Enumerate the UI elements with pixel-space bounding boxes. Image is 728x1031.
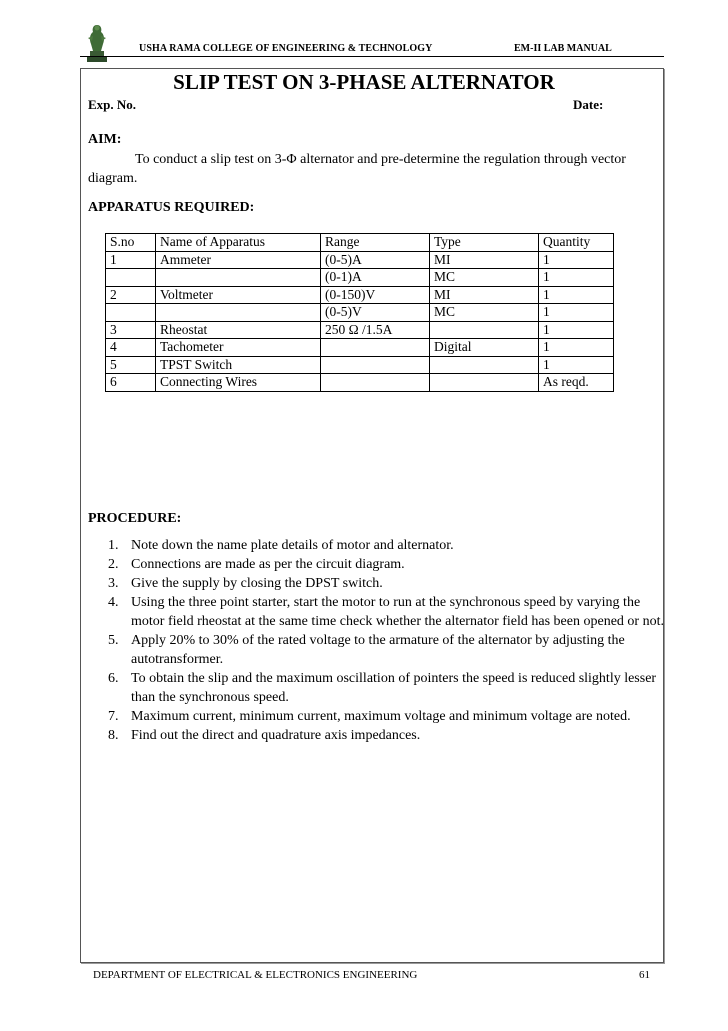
step-number: 6. [108, 671, 119, 686]
table-cell: MC [430, 304, 539, 322]
aim-text: To conduct a slip test on 3-Φ alternator and pre-determine the regulation through vector diagram. [88, 152, 626, 186]
column-header: Range [321, 234, 430, 252]
exp-no-label: Exp. No. [88, 97, 137, 112]
step-text: Note down the name plate details of motor and alternator. [131, 538, 454, 553]
step-number: 7. [108, 709, 119, 724]
table-cell: 1 [539, 304, 614, 322]
list-item [108, 631, 668, 669]
header-college-name: USHA RAMA COLLEGE OF ENGINEERING & TECHNOLOGY [139, 43, 433, 54]
footer-department: DEPARTMENT OF ELECTRICAL & ELECTRONICS ENGINEERING [93, 969, 418, 981]
table-cell: As reqd. [539, 374, 614, 392]
step-number: 3. [108, 576, 119, 591]
table-cell: 2 [106, 286, 156, 304]
date-label: Date: [573, 97, 604, 112]
step-text: Apply 20% to 30% of the rated voltage to the armature of the alternator by adjusting the autotransformer. [131, 633, 625, 667]
header-rule [80, 56, 664, 57]
list-item [108, 555, 668, 574]
step-number: 1. [108, 538, 119, 553]
table-cell: MI [430, 251, 539, 269]
college-logo-icon [84, 22, 110, 64]
step-number: 4. [108, 595, 119, 610]
table-cell: 4 [106, 339, 156, 357]
column-header: Name of Apparatus [156, 234, 321, 252]
table-cell: MI [430, 286, 539, 304]
step-number: 8. [108, 728, 119, 743]
step-number: 5. [108, 633, 119, 648]
step-text: Using the three point starter, start the motor to run at the synchronous speed by varying the motor field rheostat at the same time check whether the alternator field has been opened or not. [131, 595, 664, 629]
apparatus-heading: APPARATUS REQUIRED: [88, 200, 255, 215]
table-cell: 1 [106, 251, 156, 269]
table-cell [106, 269, 156, 287]
step-text: To obtain the slip and the maximum oscillation of pointers the speed is reduced slightly lesser than the synchronous speed. [131, 671, 657, 705]
table-cell: Digital [430, 339, 539, 357]
table-cell: 1 [539, 251, 614, 269]
table-cell: Connecting Wires [156, 374, 321, 392]
column-header: S.no [106, 234, 156, 252]
table-cell: 250 Ω /1.5A [321, 321, 430, 339]
table-cell: TPST Switch [156, 356, 321, 374]
table-cell [156, 304, 321, 322]
table-cell [321, 339, 430, 357]
table-cell: 1 [539, 269, 614, 287]
list-item [108, 707, 668, 726]
list-item [108, 574, 668, 593]
table-cell: 1 [539, 339, 614, 357]
table-row [106, 304, 614, 322]
table-cell: Ammeter [156, 251, 321, 269]
table-cell: 1 [539, 321, 614, 339]
table-cell: Rheostat [156, 321, 321, 339]
table-cell: (0-150)V [321, 286, 430, 304]
list-item [108, 726, 668, 745]
aim-heading: AIM: [88, 132, 122, 147]
table-row [106, 321, 614, 339]
step-text: Find out the direct and quadrature axis impedances. [131, 728, 421, 743]
table-row [106, 356, 614, 374]
table-cell: (0-5)V [321, 304, 430, 322]
table-cell: 5 [106, 356, 156, 374]
header-manual-name: EM-II LAB MANUAL [514, 43, 612, 54]
table-row [106, 374, 614, 392]
step-text: Maximum current, minimum current, maximum voltage and minimum voltage are noted. [131, 709, 631, 724]
list-item [108, 536, 668, 555]
table-cell: 1 [539, 286, 614, 304]
table-cell [106, 304, 156, 322]
apparatus-table [105, 233, 614, 392]
table-cell [430, 374, 539, 392]
table-cell: Tachometer [156, 339, 321, 357]
table-cell: (0-5)A [321, 251, 430, 269]
table-cell: 6 [106, 374, 156, 392]
table-cell [430, 321, 539, 339]
table-cell [321, 356, 430, 374]
step-text: Connections are made as per the circuit diagram. [131, 557, 405, 572]
procedure-heading: PROCEDURE: [88, 511, 182, 526]
table-cell: 3 [106, 321, 156, 339]
step-text: Give the supply by closing the DPST switch. [131, 576, 383, 591]
page-title: SLIP TEST ON 3-PHASE ALTERNATOR [173, 70, 555, 94]
step-number: 2. [108, 557, 119, 572]
table-cell: 1 [539, 356, 614, 374]
list-item [108, 669, 668, 707]
table-cell [430, 356, 539, 374]
table-cell [321, 374, 430, 392]
table-cell: MC [430, 269, 539, 287]
column-header: Quantity [539, 234, 614, 252]
list-item [108, 593, 668, 631]
table-row [106, 339, 614, 357]
table-cell: (0-1)A [321, 269, 430, 287]
table-row [106, 269, 614, 287]
table-header-row [106, 234, 614, 252]
table-cell: Voltmeter [156, 286, 321, 304]
column-header: Type [430, 234, 539, 252]
procedure-list [108, 536, 668, 745]
table-row [106, 286, 614, 304]
table-cell [156, 269, 321, 287]
table-row [106, 251, 614, 269]
page-number: 61 [639, 969, 650, 981]
